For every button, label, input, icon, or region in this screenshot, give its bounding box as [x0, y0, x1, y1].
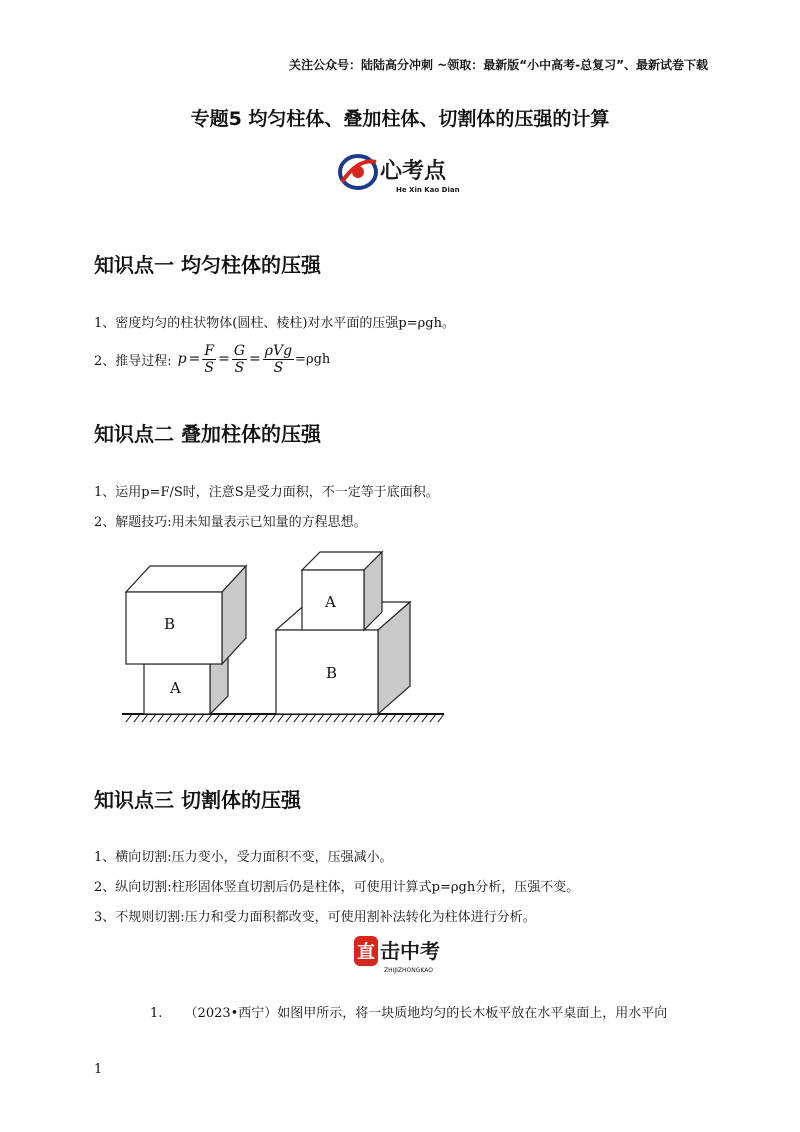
formula-eq-2: =	[218, 351, 230, 367]
left-block-b	[126, 566, 246, 664]
header-note: 关注公众号：陆陆高分冲刺 ~领取：最新版“小中高考-总复习”、最新试卷下载	[289, 58, 708, 72]
section-3-item-3: 3、不规则切割:压力和受力面积都改变，可使用割补法转化为柱体进行分析。	[94, 910, 536, 925]
label-left-a: A	[170, 679, 181, 697]
logo-text: 击中考	[380, 939, 440, 963]
logo-badge-text: 直	[357, 942, 375, 963]
question-1	[150, 1002, 667, 1021]
label-right-a: A	[325, 593, 336, 611]
section-3-item-1: 1、横向切割:压力变小，受力面积不变，压强减小。	[94, 850, 393, 865]
page-title: 专题5 均匀柱体、叠加柱体、切割体的压强的计算	[190, 108, 610, 130]
label-left-b: B	[164, 615, 176, 633]
section-3-item-2: 2、纵向切割:柱形固体竖直切割后仍是柱体，可使用计算式p=ρgh分析，压强不变。	[94, 880, 580, 895]
section-heading-2: 知识点二 叠加柱体的压强	[94, 422, 321, 446]
fraction-denominator: S	[234, 359, 245, 376]
logo-subtext: ZHIJIZHONGKAO	[384, 967, 433, 974]
ground-hatch	[126, 714, 444, 722]
section-2-item-2: 2、解题技巧:用未知量表示已知量的方程思想。	[94, 515, 367, 530]
fraction-numerator: F	[204, 342, 215, 359]
formula-eq-3: =	[249, 351, 261, 367]
zhi-ji-zhong-kao-logo	[352, 932, 452, 976]
fraction-denominator: S	[204, 359, 215, 376]
derivation-formula	[94, 338, 330, 380]
fraction-numerator: G	[233, 342, 245, 359]
section-heading-1: 知识点一 均匀柱体的压强	[94, 253, 321, 277]
right-block-a	[302, 552, 382, 630]
question-number: 1.	[150, 1006, 163, 1021]
logo-text: 心考点	[380, 159, 447, 184]
section-heading-3: 知识点三 切割体的压强	[94, 788, 301, 812]
question-text: （2023•西宁）如图甲所示，将一块质地均匀的长木板平放在水平桌面上，用水平向	[184, 1006, 668, 1021]
section-2-item-1: 1、运用p=F/S时，注意S是受力面积，不一定等于底面积。	[94, 485, 439, 500]
label-right-b: B	[326, 664, 338, 682]
fraction-rhovg-over-s	[263, 343, 294, 376]
formula-eq-1: =	[188, 351, 201, 367]
formula-result: =ρgh	[295, 351, 331, 367]
fraction-numerator: ρVg	[264, 342, 293, 359]
fraction-denominator: S	[273, 359, 284, 376]
fraction-f-over-s	[202, 343, 216, 376]
stacked-blocks-figure	[118, 548, 448, 728]
page-number: 1	[94, 1062, 103, 1077]
formula-prefix: 2、推导过程:	[94, 353, 172, 369]
he-xin-kao-dian-logo	[336, 148, 464, 198]
fraction-g-over-s	[232, 343, 247, 376]
logo-dot	[352, 166, 364, 178]
section-1-item-1: 1、密度均匀的柱状物体(圆柱、棱柱)对水平面的压强p=ρgh。	[94, 316, 455, 331]
logo-subtext: He Xin Kao Dian	[396, 186, 460, 194]
formula-p: p	[177, 351, 187, 367]
